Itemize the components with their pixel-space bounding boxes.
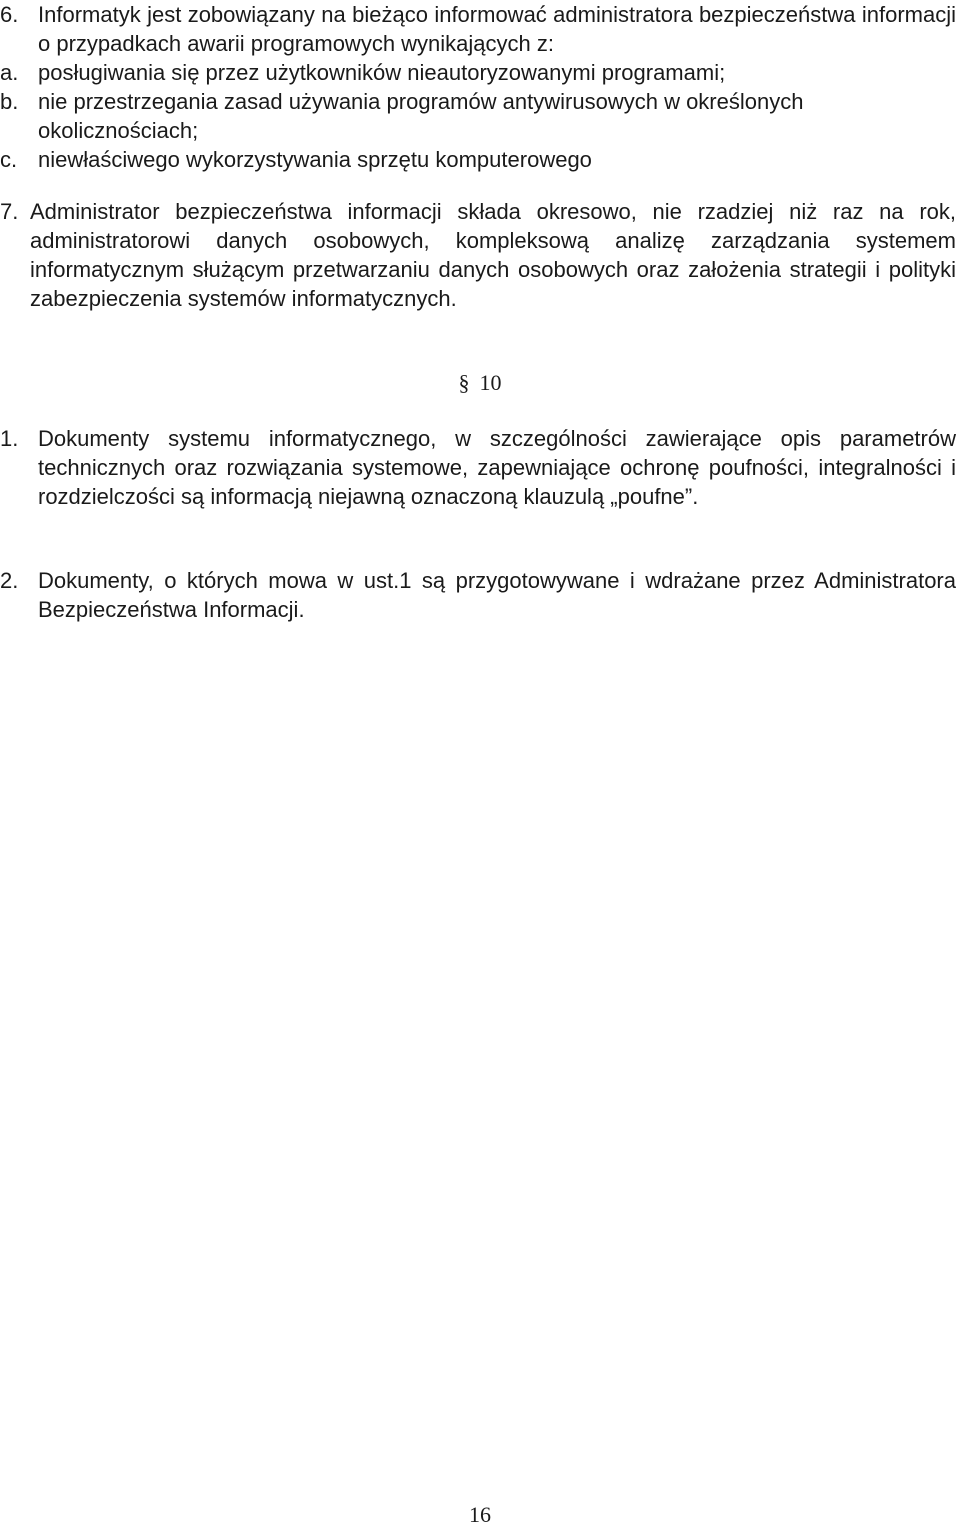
item-7-number: 7. [0, 199, 19, 224]
paragraph-2-number: 2. [0, 568, 19, 593]
item-6b [0, 87, 956, 145]
item-6a [0, 58, 956, 87]
paragraph-1 [0, 424, 956, 511]
section-symbol: § [458, 370, 470, 395]
section-number: 10 [479, 370, 502, 395]
item-6c-letter: c. [0, 147, 18, 172]
item-6a-letter: a. [0, 60, 19, 85]
item-6b-letter: b. [0, 89, 19, 114]
paragraph-2-row [0, 566, 956, 624]
item-6a-text: posługiwania się przez użytkowników nieautoryzowanymi programami; [38, 60, 726, 85]
page-number: 16 [469, 1502, 491, 1527]
paragraph-1-row [0, 424, 956, 511]
paragraph-2 [0, 566, 956, 624]
item-6 [0, 0, 956, 174]
item-6c [0, 145, 956, 174]
item-6-row [0, 0, 956, 58]
item-6-text: Informatyk jest zobowiązany na bieżąco informować administratora bezpieczeństwa informacji o przypadkach awarii programowych wynikających z: [38, 2, 956, 56]
section-heading [0, 368, 960, 397]
item-7-text: Administrator bezpieczeństwa informacji składa okresowo, nie rzadziej niż raz na rok, administratorowi danych osobowych, kompleksową analizę zarządzania systemem informatycznym służącym przetwarzaniu danych osobowych oraz założenia strategii i polityki zabezpieczenia systemów informatycznych. [30, 199, 956, 311]
paragraph-1-number: 1. [0, 426, 19, 451]
item-6c-text: niewłaściwego wykorzystywania sprzętu komputerowego [38, 147, 592, 172]
item-7-row [0, 197, 956, 313]
paragraph-2-text: Dokumenty, o których mowa w ust.1 są przygotowywane i wdrażane przez Administratora Bezpieczeństwa Informacji. [38, 568, 956, 622]
item-6-number: 6. [0, 2, 19, 27]
item-7 [0, 197, 956, 313]
paragraph-1-text: Dokumenty systemu informatycznego, w szczególności zawierające opis parametrów technicznych oraz rozwiązania systemowe, zapewniające ochronę poufności, integralności i rozdzielczości są informacją niejawną oznaczoną klauzulą „poufne”. [38, 426, 956, 509]
item-6b-text: nie przestrzegania zasad używania programów antywirusowych w określonych okolicznościach; [38, 89, 804, 143]
